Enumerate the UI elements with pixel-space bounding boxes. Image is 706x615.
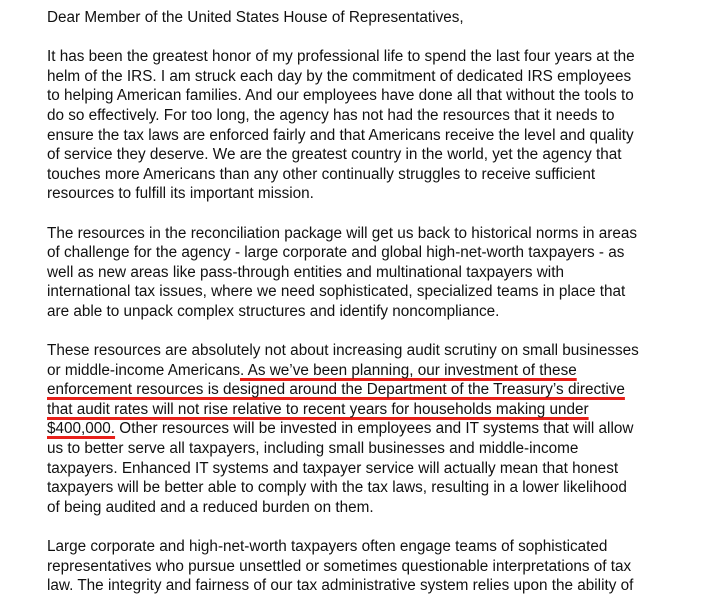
paragraph-large-corporate: [47, 537, 702, 596]
text-line: to helping American families. And our employees have done all that without the tools to: [47, 87, 634, 105]
text-line: taxpayers will be better able to comply with the tax laws, resulting in a lower likelihood: [47, 479, 627, 497]
text-line: helm of the IRS. I am struck each day by the commitment of dedicated IRS employees: [47, 67, 632, 85]
text-line: Large corporate and high-net-worth taxpayers often engage teams of sophisticated: [47, 538, 608, 556]
paragraph-audit-scrutiny: [47, 341, 702, 517]
text-line: or middle-income Americans: [47, 361, 240, 379]
red-underline-highlight: . As we’ve been planning, our investment of these: [239, 361, 577, 379]
text-line: The resources in the reconciliation package will get us back to historical norms in areas: [47, 224, 638, 242]
text-line: law. The integrity and fairness of our tax administrative system relies upon the ability of: [47, 577, 634, 595]
text-line: representatives who pursue unsettled or sometimes questionable interpretations of tax: [47, 557, 632, 575]
text-line: are able to unpack complex structures and identify noncompliance.: [47, 302, 500, 320]
text-line: touches more Americans than any other continually struggles to receive sufficient: [47, 165, 596, 183]
text-line: do so effectively. For too long, the agency has not had the resources that it needs to: [47, 106, 615, 124]
text-line: It has been the greatest honor of my professional life to spend the last four years at the: [47, 48, 635, 66]
text-line: These resources are absolutely not about increasing audit scrutiny on small businesses: [47, 342, 639, 360]
text-line: us to better serve all taxpayers, including small businesses and middle-income: [47, 440, 579, 458]
paragraph-reconciliation: [47, 224, 702, 322]
text-line: resources to fulfill its important mission.: [47, 185, 314, 203]
letter-body: [47, 8, 702, 615]
text-line: Other resources will be invested in employees and IT systems that will allow: [115, 420, 634, 438]
text-line: ensure the tax laws are enforced fairly and that Americans receive the level and quality: [47, 126, 634, 144]
text-line: of service they deserve. We are the greatest country in the world, yet the agency that: [47, 146, 622, 164]
text-line: well as new areas like pass-through entities and multinational taxpayers with: [47, 263, 564, 281]
text-line: international tax issues, where we need sophisticated, specialized teams in place that: [47, 283, 626, 301]
red-underline-highlight: $400,000.: [47, 420, 116, 438]
text-line: taxpayers. Enhanced IT systems and taxpayer service will actually mean that honest: [47, 459, 619, 477]
text-line: of challenge for the agency - large corporate and global high-net-worth taxpayers - as: [47, 244, 625, 262]
text-line: of being audited and a reduced burden on them.: [47, 498, 374, 516]
red-underline-highlight: that audit rates will not rise relative to recent years for households making under: [47, 400, 589, 418]
red-underline-highlight: enforcement resources is designed around the Department of the Treasury’s directive: [47, 381, 625, 399]
salutation: Dear Member of the United States House of Representatives,: [47, 9, 464, 26]
paragraph-irs-honor: [47, 47, 702, 204]
